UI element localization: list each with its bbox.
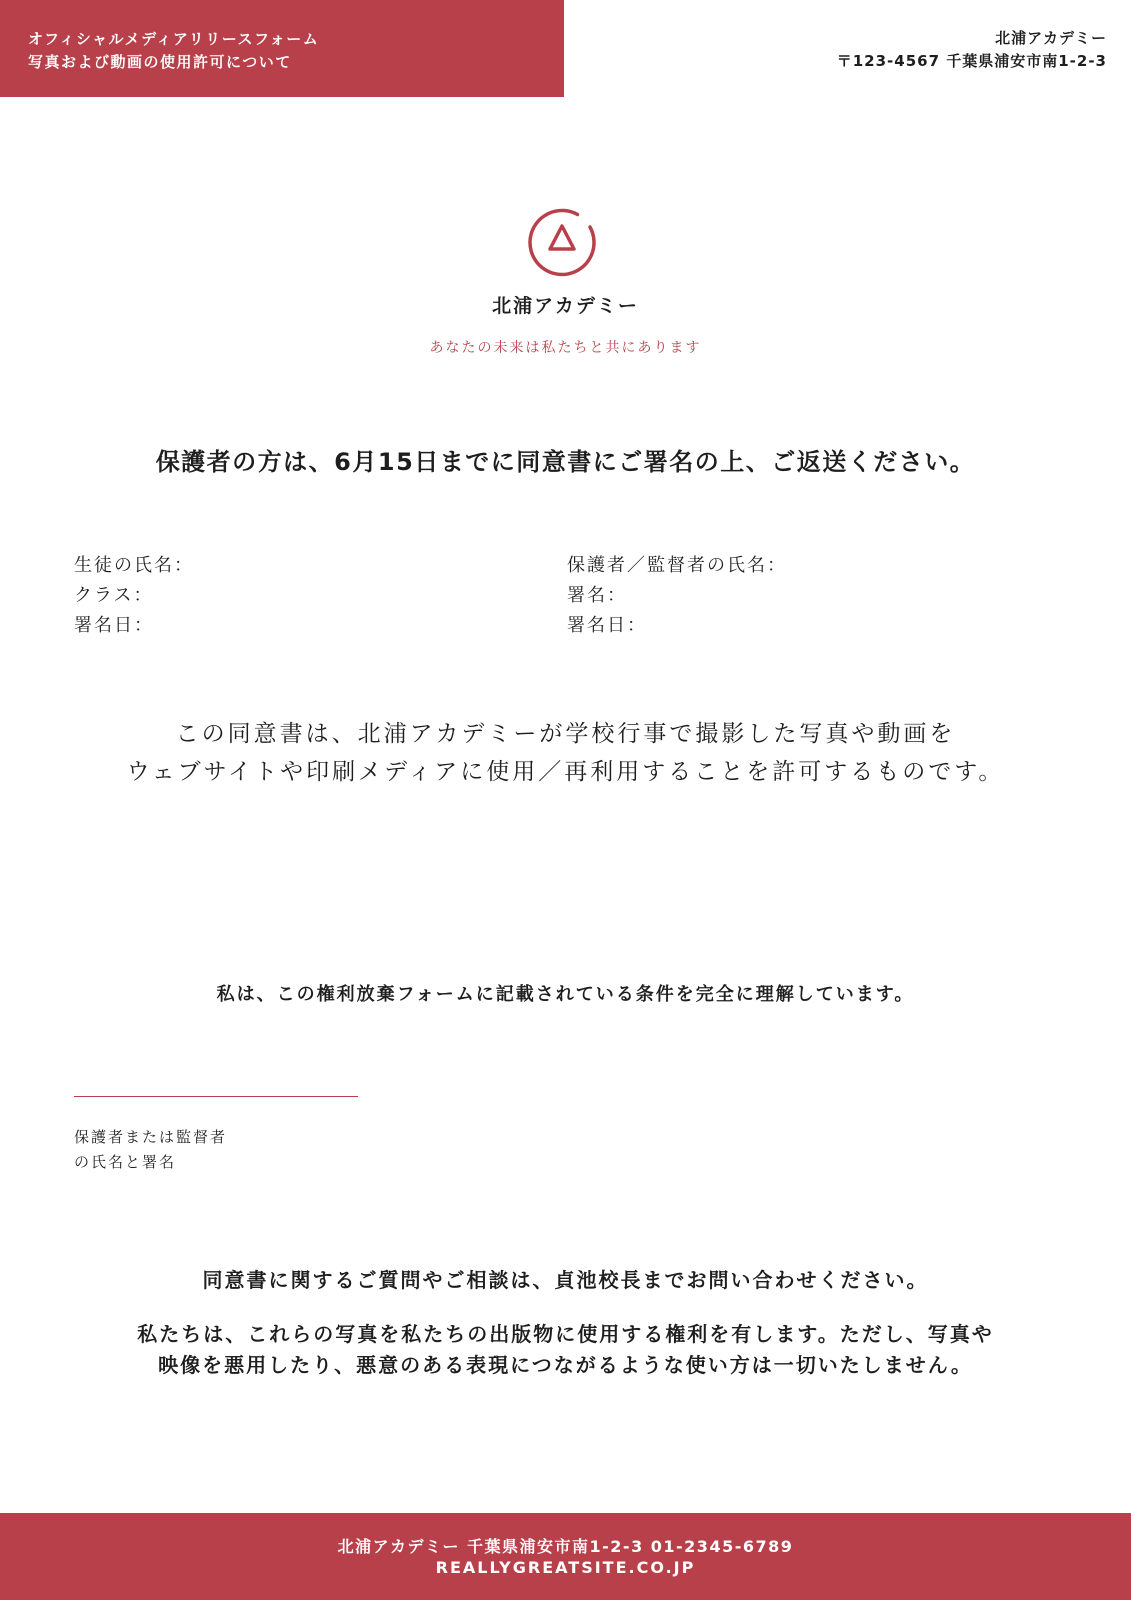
student-sign-date-field[interactable]: 署名日： — [74, 615, 154, 636]
description-line: ウェブサイトや印刷メディアに使用／再利用することを許可するものです。 — [126, 759, 1005, 785]
signature-label — [74, 1125, 227, 1175]
header-org-name: 北浦アカデミー — [995, 29, 1107, 47]
rights-statement — [0, 1319, 1131, 1381]
contact-note: 同意書に関するご質問やご相談は、貞池校長までお問い合わせください。 — [202, 1268, 929, 1292]
header-banner — [0, 0, 564, 97]
class-field[interactable]: クラス： — [74, 585, 154, 606]
rights-line: 映像を悪用したり、悪意のある表現につながるような使い方は一切いたしません。 — [158, 1353, 973, 1377]
header-address: 〒123-4567 千葉県浦安市南1-2-3 — [836, 52, 1107, 70]
description-line: この同意書は、北浦アカデミーが学校行事で撮影した写真や動画を — [175, 721, 956, 747]
form-subtitle: 写真および動画の使用許可について — [28, 53, 292, 71]
school-tagline: あなたの未来は私たちと共にあります — [429, 340, 702, 356]
agreement-statement: 私は、この権利放棄フォームに記載されている条件を完全に理解しています。 — [216, 984, 915, 1005]
student-fields — [74, 551, 194, 641]
header-contact — [837, 27, 1107, 73]
signature-label-line: 保護者または監督者 — [74, 1128, 228, 1146]
footer-address: 北浦アカデミー 千葉県浦安市南1-2-3 01-2345-6789 — [337, 1537, 794, 1556]
footer-website-link[interactable]: REALLYGREATSITE.CO.JP — [435, 1558, 696, 1577]
signature-label-line: の氏名と署名 — [74, 1153, 177, 1171]
signature-line[interactable] — [74, 1096, 358, 1097]
rights-line: 私たちは、これらの写真を私たちの出版物に使用する権利を有します。ただし、写真や — [137, 1322, 994, 1346]
circle-triangle-logo-icon — [526, 205, 598, 277]
return-notice: 保護者の方は、6月15日までに同意書にご署名の上、ご返送ください。 — [155, 448, 976, 476]
form-title: オフィシャルメディアリリースフォーム — [28, 30, 320, 48]
student-name-field[interactable]: 生徒の氏名： — [74, 555, 194, 576]
guardian-name-field[interactable]: 保護者／監督者の氏名： — [567, 555, 787, 576]
guardian-fields — [567, 551, 787, 641]
consent-description — [0, 715, 1131, 791]
guardian-signature-field[interactable]: 署名： — [567, 585, 627, 606]
school-name: 北浦アカデミー — [492, 295, 639, 317]
guardian-sign-date-field[interactable]: 署名日： — [567, 615, 647, 636]
footer-banner — [0, 1513, 1131, 1600]
